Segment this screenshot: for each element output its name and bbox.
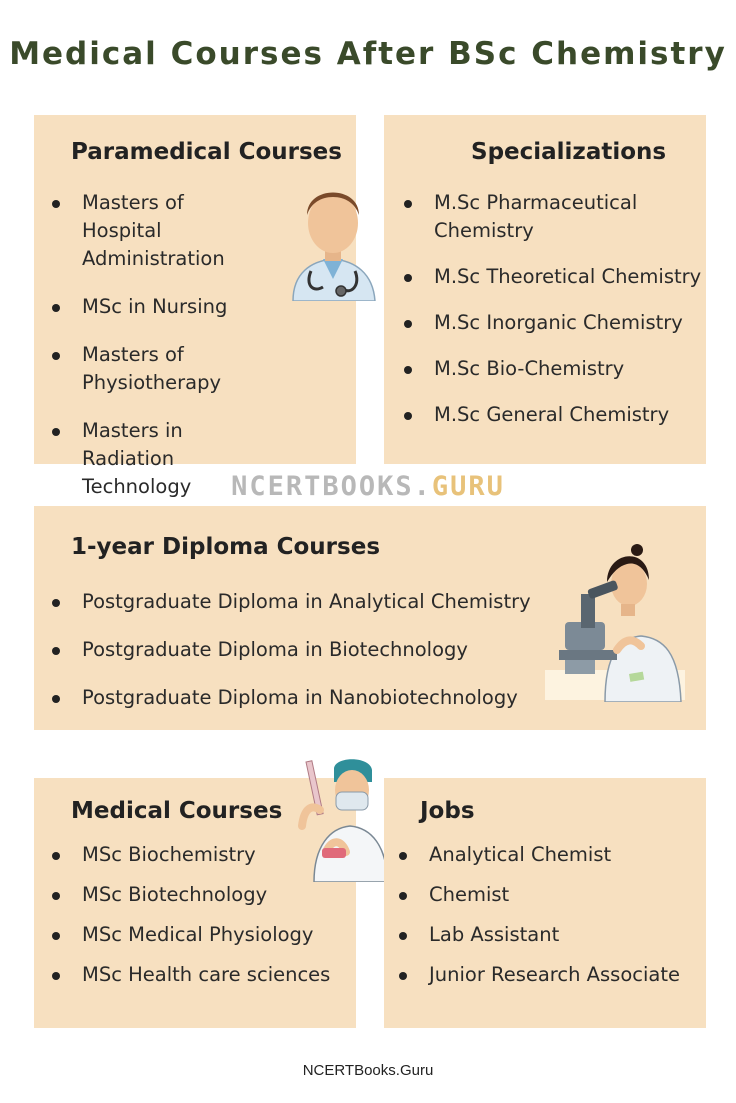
paramedical-list [52,189,257,501]
list-item: MSc in Nursing [52,293,257,321]
paramedical-heading: Paramedical Courses [71,139,342,165]
list-item: M.Sc Pharmaceutical Chemistry [404,189,654,245]
footer-credit: NCERTBooks.Guru [302,1062,434,1079]
list-item: Postgraduate Diploma in Nanobiotechnology [52,684,552,712]
list-item: Postgraduate Diploma in Analytical Chemistry [52,588,552,616]
list-item: Chemist [399,881,699,909]
list-item: MSc Health care sciences [52,961,352,989]
jobs-panel [384,778,706,1028]
specializations-list [404,189,704,429]
scientist-microscope-icon [545,542,685,702]
watermark [0,471,736,502]
list-item: Junior Research Associate [399,961,699,989]
jobs-heading: Jobs [420,798,475,824]
list-item: M.Sc Theoretical Chemistry [404,263,704,291]
list-item: M.Sc Inorganic Chemistry [404,309,704,337]
list-item: Masters of Physiotherapy [52,341,257,397]
list-item: Postgraduate Diploma in Biotechnology [52,636,552,664]
list-item: Masters of Hospital Administration [52,189,257,273]
list-item: Analytical Chemist [399,841,699,869]
lab-researcher-icon [292,756,390,882]
watermark-part1: NCERTBOOKS. [231,471,432,502]
specializations-heading: Specializations [471,139,667,165]
medical-heading: Medical Courses [71,798,283,824]
list-item: MSc Biotechnology [52,881,352,909]
doctor-icon [285,175,381,301]
diploma-heading: 1-year Diploma Courses [71,534,381,560]
list-item: Lab Assistant [399,921,699,949]
specializations-panel [384,115,706,464]
list-item: M.Sc Bio-Chemistry [404,355,704,383]
diploma-list [52,588,552,712]
page-title: Medical Courses After BSc Chemistry [9,36,727,72]
list-item: MSc Biochemistry [52,841,352,869]
list-item: M.Sc General Chemistry [404,401,704,429]
list-item: MSc Medical Physiology [52,921,352,949]
list-item: Masters in Radiation Technology [52,417,257,501]
jobs-list [399,841,699,989]
watermark-part2: GURU [431,471,505,502]
